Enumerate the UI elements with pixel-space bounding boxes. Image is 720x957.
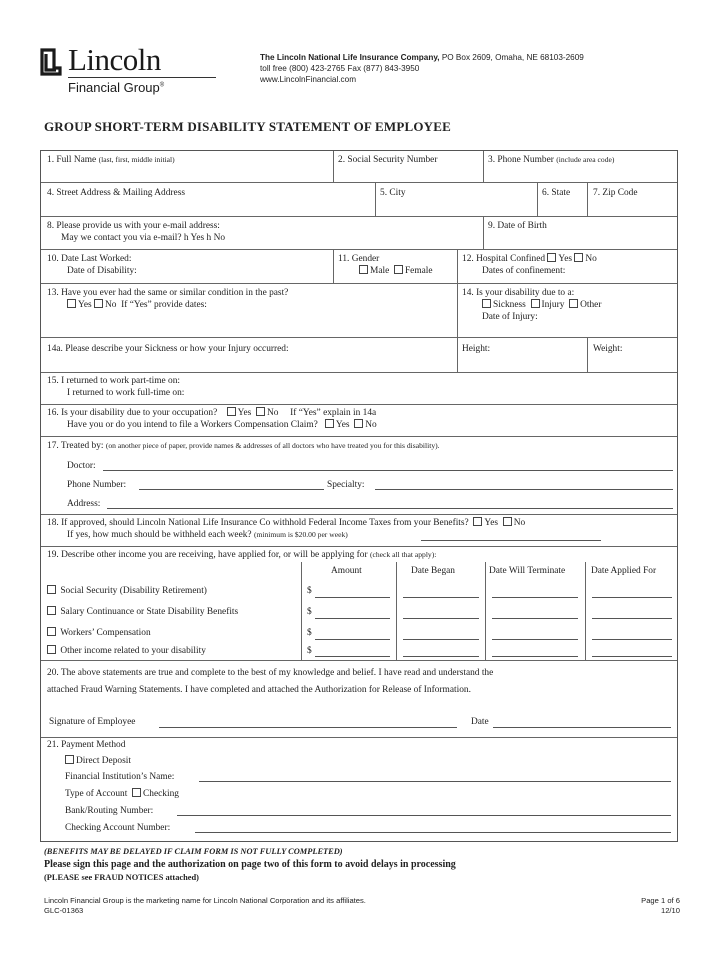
tax-withhold-label: 18. If approved, should Lincoln National Life Insurance Co withhold Federal Income Taxes from your Benefits? Yes No xyxy=(47,518,526,528)
date-label: Date xyxy=(471,717,489,727)
workers-comp-no-checkbox[interactable] xyxy=(354,419,363,428)
occupation-label: 16. Is your disability due to your occupation? Yes No If “Yes” explain in 14a xyxy=(47,408,377,418)
income-row-other: Other income related to your disability xyxy=(47,645,206,657)
col-line xyxy=(457,249,458,283)
form-grid xyxy=(40,150,678,842)
row-line xyxy=(41,436,677,437)
treated-by-label: 17. Treated by: (on another piece of paper, provide names & addresses of all doctors who have treated you for this disability). xyxy=(47,441,440,451)
specialty-label: Specialty: xyxy=(327,480,365,490)
similar-condition-label: 13. Have you ever had the same or similar condition in the past? xyxy=(47,288,289,298)
similar-no-checkbox[interactable] xyxy=(94,299,103,308)
col-line xyxy=(585,562,586,660)
occupation-no-checkbox[interactable] xyxy=(256,407,265,416)
workers-comp-label: Have you or do you intend to file a Workers Compensation Claim? Yes No xyxy=(67,420,377,430)
confinement-label: Dates of confinement: xyxy=(482,266,566,276)
delay-note: (BENEFITS MAY BE DELAYED IF CLAIM FORM IS NOT FULLY COMPLETED) xyxy=(44,847,343,856)
date-terminate-line[interactable] xyxy=(492,656,578,657)
col-line xyxy=(537,182,538,216)
income-ss-checkbox[interactable] xyxy=(47,585,56,594)
amount-line[interactable] xyxy=(315,618,390,619)
similar-condition-options: Yes No If “Yes” provide dates: xyxy=(67,299,207,311)
dollar-sign: $ xyxy=(307,646,312,656)
male-checkbox[interactable] xyxy=(359,265,368,274)
row-line xyxy=(41,404,677,405)
address-line[interactable] xyxy=(107,508,673,509)
date-applied-line[interactable] xyxy=(592,639,672,640)
date-applied-line[interactable] xyxy=(592,597,672,598)
row-line xyxy=(41,182,677,183)
brand-name: Lincoln xyxy=(68,42,161,77)
date-began-line[interactable] xyxy=(403,639,479,640)
dollar-sign: $ xyxy=(307,628,312,638)
income-other-checkbox[interactable] xyxy=(47,645,56,654)
row-line xyxy=(41,737,677,738)
doctor-line[interactable] xyxy=(103,470,673,471)
col-line xyxy=(301,562,302,660)
signature-line[interactable] xyxy=(159,727,457,728)
income-row-ss: Social Security (Disability Retirement) xyxy=(47,585,207,597)
other-income-label: 19. Describe other income you are receiving, have applied for, or will be applying for (check all that apply): xyxy=(47,550,437,560)
female-checkbox[interactable] xyxy=(394,265,403,274)
col-line xyxy=(457,337,458,372)
checking-checkbox[interactable] xyxy=(132,788,141,797)
dob-label: 9. Date of Birth xyxy=(488,221,547,231)
company-name: The Lincoln National Life Insurance Company, xyxy=(260,53,440,62)
col-line xyxy=(333,151,334,182)
phone-label: 3. Phone Number (include area code) xyxy=(488,155,615,165)
col-line xyxy=(457,283,458,337)
institution-label: Financial Institution’s Name: xyxy=(65,772,175,782)
footer-right xyxy=(600,896,680,916)
lincoln-mark-icon xyxy=(40,46,62,76)
sickness-checkbox[interactable] xyxy=(482,299,491,308)
col-line xyxy=(485,562,486,660)
company-address: PO Box 2609, Omaha, NE 68103-2609 xyxy=(439,53,584,62)
date-began-line[interactable] xyxy=(403,597,479,598)
logo-rule xyxy=(68,77,216,78)
form-title: GROUP SHORT-TERM DISABILITY STATEMENT OF EMPLOYEE xyxy=(44,119,451,134)
payment-method-label: 21. Payment Method xyxy=(47,740,126,750)
footer-left xyxy=(44,896,366,916)
col-line xyxy=(396,562,397,660)
company-website[interactable]: www.LincolnFinancial.com xyxy=(260,75,357,84)
hospital-yes-checkbox[interactable] xyxy=(547,253,556,262)
form-code: GLC-01363 xyxy=(44,906,84,915)
workers-comp-yes-checkbox[interactable] xyxy=(325,419,334,428)
specialty-line[interactable] xyxy=(375,489,673,490)
attestation-line2: attached Fraud Warning Statements. I have completed and attached the Authorization for Release of Information. xyxy=(47,685,471,695)
col-line xyxy=(375,182,376,216)
direct-deposit-checkbox[interactable] xyxy=(65,755,74,764)
describe-sickness-label: 14a. Please describe your Sickness or how your Injury occurred: xyxy=(47,344,289,354)
col-line xyxy=(333,249,334,283)
other-checkbox[interactable] xyxy=(569,299,578,308)
similar-yes-checkbox[interactable] xyxy=(67,299,76,308)
date-terminate-header: Date Will Terminate xyxy=(489,566,566,576)
date-line[interactable] xyxy=(493,727,671,728)
weight-label: Weight: xyxy=(593,344,623,354)
income-workers-checkbox[interactable] xyxy=(47,627,56,636)
amount-line[interactable] xyxy=(315,639,390,640)
gender-label: 11. Gender xyxy=(338,254,380,264)
date-terminate-line[interactable] xyxy=(492,618,578,619)
tax-amount-line[interactable] xyxy=(421,540,601,541)
phone-number-label: Phone Number: xyxy=(67,480,127,490)
dollar-sign: $ xyxy=(307,586,312,596)
brand-sub: Financial Group® xyxy=(68,80,165,95)
zip-label: 7. Zip Code xyxy=(593,188,638,198)
disability-cause-options: Sickness Injury Other xyxy=(482,299,601,311)
account-number-line[interactable] xyxy=(195,832,671,833)
row-line xyxy=(41,660,677,661)
ssn-label: 2. Social Security Number xyxy=(338,155,438,165)
injury-checkbox[interactable] xyxy=(531,299,540,308)
account-type-label: Type of Account Checking xyxy=(65,789,179,799)
amount-line[interactable] xyxy=(315,597,390,598)
dollar-sign: $ xyxy=(307,607,312,617)
height-label: Height: xyxy=(462,344,491,354)
date-began-line[interactable] xyxy=(403,656,479,657)
tax-amount-label: If yes, how much should be withheld each week? (minimum is $20.00 per week) xyxy=(67,530,348,540)
row-line xyxy=(41,546,677,547)
address-label: Address: xyxy=(67,499,101,509)
routing-line[interactable] xyxy=(177,815,671,816)
row-line xyxy=(41,337,677,338)
date-applied-line[interactable] xyxy=(592,618,672,619)
city-label: 5. City xyxy=(380,188,406,198)
lincoln-logo xyxy=(40,44,220,94)
hospital-no-checkbox[interactable] xyxy=(574,253,583,262)
date-terminate-line[interactable] xyxy=(492,597,578,598)
date-began-header: Date Began xyxy=(411,566,455,576)
email-contact-label: May we contact you via e-mail? h Yes h No xyxy=(61,233,226,243)
tax-no-checkbox[interactable] xyxy=(503,517,512,526)
page-number: Page 1 of 6 xyxy=(641,896,680,905)
gender-options: Male Female xyxy=(359,265,433,277)
email-label: 8. Please provide us with your e-mail address: xyxy=(47,221,220,231)
signature-label: Signature of Employee xyxy=(49,717,136,727)
company-info xyxy=(260,52,584,85)
part-time-label: 15. I returned to work part-time on: xyxy=(47,376,181,386)
col-line xyxy=(587,182,588,216)
institution-line[interactable] xyxy=(199,781,671,782)
date-applied-line[interactable] xyxy=(592,656,672,657)
full-name-label: 1. Full Name (last, first, middle initial) xyxy=(47,155,175,165)
state-label: 6. State xyxy=(542,188,571,198)
row-line xyxy=(41,372,677,373)
col-line xyxy=(483,216,484,249)
doctor-label: Doctor: xyxy=(67,461,96,471)
row-line xyxy=(41,514,677,515)
date-began-line[interactable] xyxy=(403,618,479,619)
marketing-note: Lincoln Financial Group is the marketing name for Lincoln National Corporation and its affiliates. xyxy=(44,896,366,905)
phone-number-line[interactable] xyxy=(139,489,324,490)
row-line xyxy=(41,216,677,217)
tax-yes-checkbox[interactable] xyxy=(473,517,482,526)
revision-date: 12/10 xyxy=(660,906,680,915)
direct-deposit-option: Direct Deposit xyxy=(65,755,131,767)
company-phone: toll free (800) 423-2765 Fax (877) 843-3950 xyxy=(260,64,420,73)
row-line xyxy=(41,283,677,284)
full-time-label: I returned to work full-time on: xyxy=(67,388,185,398)
amount-line[interactable] xyxy=(315,656,390,657)
sign-note: Please sign this page and the authorization on page two of this form to avoid delays in processing xyxy=(44,859,456,870)
street-address-label: 4. Street Address & Mailing Address xyxy=(47,188,186,198)
amount-header: Amount xyxy=(331,566,362,576)
account-number-label: Checking Account Number: xyxy=(65,823,171,833)
date-terminate-line[interactable] xyxy=(492,639,578,640)
date-injury-label: Date of Injury: xyxy=(482,312,538,322)
income-row-workers: Workers’ Compensation xyxy=(47,627,151,639)
date-last-worked-label: 10. Date Last Worked: xyxy=(47,254,132,264)
col-line xyxy=(483,151,484,182)
date-applied-header: Date Applied For xyxy=(591,566,657,576)
notes xyxy=(44,845,456,884)
occupation-yes-checkbox[interactable] xyxy=(227,407,236,416)
disability-cause-label: 14. Is your disability due to a: xyxy=(462,288,575,298)
date-disability-label: Date of Disability: xyxy=(67,266,137,276)
routing-label: Bank/Routing Number: xyxy=(65,806,154,816)
row-line xyxy=(41,249,677,250)
income-row-salary: Salary Continuance or State Disability Benefits xyxy=(47,606,238,618)
fraud-note: (PLEASE see FRAUD NOTICES attached) xyxy=(44,873,199,882)
hospital-label: 12. Hospital Confined Yes No xyxy=(462,254,597,264)
col-line xyxy=(587,337,588,372)
attestation-line1: 20. The above statements are true and complete to the best of my knowledge and belief. I have read and understand the xyxy=(47,668,494,678)
income-salary-checkbox[interactable] xyxy=(47,606,56,615)
